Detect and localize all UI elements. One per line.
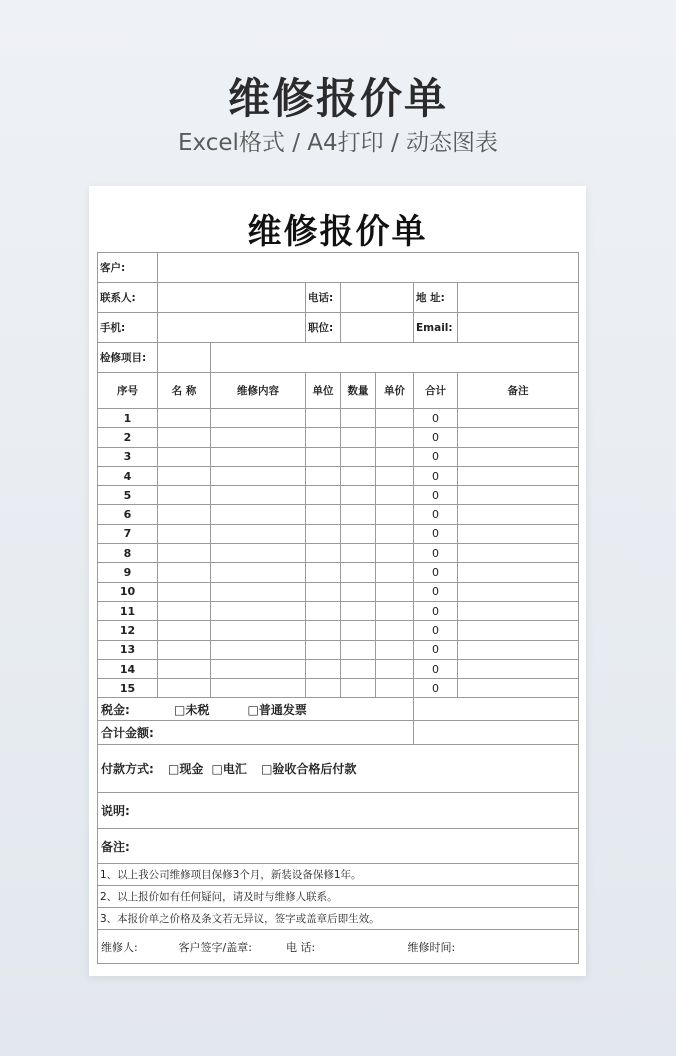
row-unit-cell[interactable]	[306, 601, 341, 620]
row-price-cell[interactable]	[376, 563, 414, 582]
header-no: 序号	[98, 373, 158, 409]
row-total-cell: 0	[414, 428, 458, 447]
total-amount-label: 合计金额:	[98, 721, 414, 745]
item-rows	[98, 409, 579, 698]
promo-title: 维修报价单	[227, 74, 448, 123]
row-total-cell: 0	[414, 582, 458, 601]
remarks-label: 备注:	[98, 829, 579, 864]
quote-sheet	[89, 186, 586, 976]
phone-label: 电话:	[306, 283, 341, 313]
row-unit-cell[interactable]	[306, 582, 341, 601]
row-content-cell[interactable]	[211, 428, 306, 447]
tax-value[interactable]	[414, 698, 579, 721]
row-qty-cell[interactable]	[341, 679, 376, 698]
note-2: 2、以上报价如有任何疑问，请及时与维修人联系。	[98, 886, 579, 908]
row-remark-cell[interactable]	[458, 524, 579, 543]
row-price-cell[interactable]	[376, 447, 414, 466]
table-row	[98, 659, 579, 678]
row-remark-cell[interactable]	[458, 679, 579, 698]
payment-cell	[98, 745, 579, 793]
row-unit-cell[interactable]	[306, 505, 341, 524]
row-name-cell[interactable]	[158, 659, 211, 678]
customer-row	[98, 253, 579, 283]
row-unit-cell[interactable]	[306, 621, 341, 640]
row-remark-cell[interactable]	[458, 428, 579, 447]
row-no-cell: 15	[98, 679, 158, 698]
row-unit-cell[interactable]	[306, 466, 341, 485]
row-no-cell: 13	[98, 640, 158, 659]
row-content-cell[interactable]	[211, 505, 306, 524]
document-title: 维修报价单	[247, 212, 428, 252]
row-price-cell[interactable]	[376, 621, 414, 640]
row-unit-cell[interactable]	[306, 524, 341, 543]
phone-field[interactable]	[341, 283, 414, 313]
payment-cash-checkbox[interactable]: □现金	[168, 762, 204, 777]
row-unit-cell[interactable]	[306, 428, 341, 447]
customer-field[interactable]	[158, 253, 579, 283]
row-no-cell: 7	[98, 524, 158, 543]
row-qty-cell[interactable]	[341, 601, 376, 620]
row-remark-cell[interactable]	[458, 563, 579, 582]
row-name-cell[interactable]	[158, 524, 211, 543]
row-total-cell: 0	[414, 486, 458, 505]
row-name-cell[interactable]	[158, 409, 211, 428]
email-label: Email:	[414, 313, 458, 343]
table-row	[98, 505, 579, 524]
total-amount-value[interactable]	[414, 721, 579, 745]
row-qty-cell[interactable]	[341, 447, 376, 466]
tax-cell	[98, 698, 414, 721]
row-content-cell[interactable]	[211, 679, 306, 698]
repairer-label: 维修人:	[101, 940, 138, 954]
contact-row	[98, 283, 579, 313]
row-remark-cell[interactable]	[458, 544, 579, 563]
repair-time-label: 维修时间:	[407, 940, 456, 954]
email-field[interactable]	[458, 313, 579, 343]
row-content-cell[interactable]	[211, 659, 306, 678]
table-row	[98, 679, 579, 698]
row-unit-cell[interactable]	[306, 659, 341, 678]
repair-item-row	[98, 343, 579, 373]
row-price-cell[interactable]	[376, 582, 414, 601]
row-name-cell[interactable]	[158, 428, 211, 447]
row-no-cell: 12	[98, 621, 158, 640]
remarks-row	[98, 829, 579, 864]
row-remark-cell[interactable]	[458, 466, 579, 485]
total-amount-row	[98, 721, 579, 745]
row-unit-cell[interactable]	[306, 679, 341, 698]
row-name-cell[interactable]	[158, 640, 211, 659]
row-content-cell[interactable]	[211, 409, 306, 428]
table-row	[98, 428, 579, 447]
row-no-cell: 9	[98, 563, 158, 582]
row-qty-cell[interactable]	[341, 486, 376, 505]
table-row	[98, 563, 579, 582]
row-name-cell[interactable]	[158, 505, 211, 524]
table-header-row	[98, 373, 579, 409]
table-row	[98, 621, 579, 640]
row-name-cell[interactable]	[158, 601, 211, 620]
row-unit-cell[interactable]	[306, 447, 341, 466]
row-qty-cell[interactable]	[341, 659, 376, 678]
row-price-cell[interactable]	[376, 428, 414, 447]
header-price: 单价	[376, 373, 414, 409]
row-no-cell: 5	[98, 486, 158, 505]
row-total-cell: 0	[414, 409, 458, 428]
row-qty-cell[interactable]	[341, 409, 376, 428]
table-row	[98, 601, 579, 620]
row-total-cell: 0	[414, 544, 458, 563]
repair-item-label: 检修项目:	[98, 343, 158, 373]
note-row-2	[98, 886, 579, 908]
row-price-cell[interactable]	[376, 409, 414, 428]
row-content-cell[interactable]	[211, 582, 306, 601]
row-qty-cell[interactable]	[341, 505, 376, 524]
row-remark-cell[interactable]	[458, 659, 579, 678]
note-row-3	[98, 908, 579, 930]
row-total-cell: 0	[414, 679, 458, 698]
row-name-cell[interactable]	[158, 447, 211, 466]
tax-label: 税金:	[101, 702, 130, 717]
row-total-cell: 0	[414, 524, 458, 543]
table-row	[98, 544, 579, 563]
row-name-cell[interactable]	[158, 563, 211, 582]
row-remark-cell[interactable]	[458, 486, 579, 505]
quote-form-table	[97, 252, 579, 964]
address-field[interactable]	[458, 283, 579, 313]
row-content-cell[interactable]	[211, 466, 306, 485]
row-content-cell[interactable]	[211, 563, 306, 582]
row-name-cell[interactable]	[158, 582, 211, 601]
row-content-cell[interactable]	[211, 447, 306, 466]
signature-cell	[98, 930, 579, 964]
tax-untaxed-checkbox[interactable]: □未税	[174, 702, 210, 717]
row-qty-cell[interactable]	[341, 428, 376, 447]
row-price-cell[interactable]	[376, 679, 414, 698]
row-content-cell[interactable]	[211, 486, 306, 505]
row-unit-cell[interactable]	[306, 486, 341, 505]
row-total-cell: 0	[414, 505, 458, 524]
repair-item-field-a[interactable]	[158, 343, 211, 373]
table-row	[98, 466, 579, 485]
row-no-cell: 4	[98, 466, 158, 485]
row-unit-cell[interactable]	[306, 563, 341, 582]
explain-label: 说明:	[98, 793, 579, 829]
row-no-cell: 8	[98, 544, 158, 563]
header-total: 合计	[414, 373, 458, 409]
row-price-cell[interactable]	[376, 601, 414, 620]
row-price-cell[interactable]	[376, 544, 414, 563]
row-qty-cell[interactable]	[341, 621, 376, 640]
signature-phone-label: 电 话:	[286, 940, 316, 954]
row-name-cell[interactable]	[158, 466, 211, 485]
table-row	[98, 409, 579, 428]
customer-sign-label: 客户签字/盖章:	[178, 940, 252, 954]
row-unit-cell[interactable]	[306, 544, 341, 563]
explain-row	[98, 793, 579, 829]
row-name-cell[interactable]	[158, 544, 211, 563]
row-unit-cell[interactable]	[306, 640, 341, 659]
row-remark-cell[interactable]	[458, 640, 579, 659]
row-unit-cell[interactable]	[306, 409, 341, 428]
customer-label: 客户:	[98, 253, 158, 283]
row-content-cell[interactable]	[211, 640, 306, 659]
row-total-cell: 0	[414, 621, 458, 640]
table-row	[98, 447, 579, 466]
repair-item-field-b[interactable]	[211, 343, 579, 373]
row-no-cell: 11	[98, 601, 158, 620]
header-name: 名 称	[158, 373, 211, 409]
row-remark-cell[interactable]	[458, 621, 579, 640]
row-price-cell[interactable]	[376, 659, 414, 678]
contact-field[interactable]	[158, 283, 306, 313]
address-label: 地 址:	[414, 283, 458, 313]
row-qty-cell[interactable]	[341, 466, 376, 485]
row-no-cell: 14	[98, 659, 158, 678]
note-1: 1、以上我公司维修项目保修3个月，新装设备保修1年。	[98, 864, 579, 886]
row-qty-cell[interactable]	[341, 524, 376, 543]
row-qty-cell[interactable]	[341, 582, 376, 601]
row-total-cell: 0	[414, 659, 458, 678]
row-content-cell[interactable]	[211, 601, 306, 620]
row-price-cell[interactable]	[376, 486, 414, 505]
header-unit: 单位	[306, 373, 341, 409]
row-no-cell: 6	[98, 505, 158, 524]
row-total-cell: 0	[414, 640, 458, 659]
payment-row	[98, 745, 579, 793]
header-qty: 数量	[341, 373, 376, 409]
row-no-cell: 1	[98, 409, 158, 428]
header-remark: 备注	[458, 373, 579, 409]
row-price-cell[interactable]	[376, 466, 414, 485]
table-row	[98, 486, 579, 505]
note-3: 3、本报价单之价格及条文若无异议，签字或盖章后即生效。	[98, 908, 579, 930]
row-qty-cell[interactable]	[341, 640, 376, 659]
row-price-cell[interactable]	[376, 640, 414, 659]
mobile-label: 手机:	[98, 313, 158, 343]
row-content-cell[interactable]	[211, 544, 306, 563]
row-total-cell: 0	[414, 466, 458, 485]
row-remark-cell[interactable]	[458, 409, 579, 428]
note-row-1	[98, 864, 579, 886]
row-total-cell: 0	[414, 601, 458, 620]
signature-row	[98, 930, 579, 964]
row-no-cell: 2	[98, 428, 158, 447]
table-row	[98, 640, 579, 659]
payment-acceptance-checkbox[interactable]: □验收合格后付款	[261, 762, 357, 777]
tax-invoice-checkbox[interactable]: □普通发票	[247, 702, 307, 717]
tax-row	[98, 698, 579, 721]
payment-label: 付款方式:	[101, 762, 154, 777]
row-content-cell[interactable]	[211, 524, 306, 543]
header-content: 维修内容	[211, 373, 306, 409]
mobile-row	[98, 313, 579, 343]
row-no-cell: 3	[98, 447, 158, 466]
row-name-cell[interactable]	[158, 679, 211, 698]
row-qty-cell[interactable]	[341, 544, 376, 563]
row-price-cell[interactable]	[376, 505, 414, 524]
row-total-cell: 0	[414, 447, 458, 466]
row-qty-cell[interactable]	[341, 563, 376, 582]
position-field[interactable]	[341, 313, 414, 343]
row-no-cell: 10	[98, 582, 158, 601]
row-name-cell[interactable]	[158, 621, 211, 640]
row-remark-cell[interactable]	[458, 582, 579, 601]
row-content-cell[interactable]	[211, 621, 306, 640]
row-price-cell[interactable]	[376, 524, 414, 543]
table-row	[98, 524, 579, 543]
row-remark-cell[interactable]	[458, 505, 579, 524]
row-name-cell[interactable]	[158, 486, 211, 505]
row-remark-cell[interactable]	[458, 601, 579, 620]
row-total-cell: 0	[414, 563, 458, 582]
table-row	[98, 582, 579, 601]
row-remark-cell[interactable]	[458, 447, 579, 466]
payment-wire-checkbox[interactable]: □电汇	[211, 762, 247, 777]
contact-label: 联系人:	[98, 283, 158, 313]
promo-subtitle: Excel格式 / A4打印 / 动态图表	[177, 130, 499, 156]
mobile-field[interactable]	[158, 313, 306, 343]
position-label: 职位:	[306, 313, 341, 343]
